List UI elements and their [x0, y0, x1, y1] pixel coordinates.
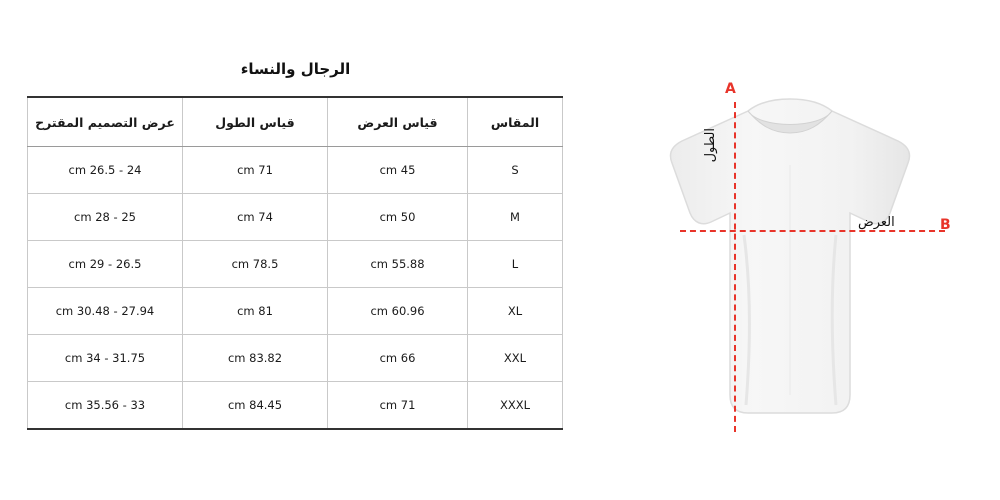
cell-size: XXXL — [468, 382, 563, 430]
cell-width: 66 cm — [328, 335, 468, 382]
table-header — [28, 97, 563, 147]
cell-width: 50 cm — [328, 194, 468, 241]
cell-width: 60.96 cm — [328, 288, 468, 335]
cell-length: 78.5 cm — [183, 241, 328, 288]
cell-size: XXL — [468, 335, 563, 382]
cell-size: M — [468, 194, 563, 241]
marker-b-label: B — [940, 217, 951, 233]
cell-design: 31.75 - 34 cm — [28, 335, 183, 382]
cell-size: L — [468, 241, 563, 288]
size-chart-panel — [28, 60, 563, 430]
table-body — [28, 147, 563, 430]
width-guide-line — [680, 230, 945, 232]
cell-size: XL — [468, 288, 563, 335]
column-header-design: عرض التصميم المقترح — [28, 97, 183, 147]
cell-design: 24 - 26.5 cm — [28, 147, 183, 194]
width-caption: العرض — [858, 215, 895, 230]
length-caption: الطول — [703, 128, 718, 163]
cell-length: 71 cm — [183, 147, 328, 194]
tshirt-icon — [640, 95, 940, 425]
table-header-row — [28, 97, 563, 147]
page-title: الرجال والنساء — [240, 60, 351, 78]
table-row — [28, 194, 563, 241]
length-guide-line — [734, 102, 736, 432]
size-table — [27, 96, 563, 430]
cell-width: 71 cm — [328, 382, 468, 430]
cell-length: 84.45 cm — [183, 382, 328, 430]
cell-length: 74 cm — [183, 194, 328, 241]
column-header-length: قياس الطول — [183, 97, 328, 147]
cell-size: S — [468, 147, 563, 194]
table-row — [28, 382, 563, 430]
measurement-diagram — [600, 40, 990, 470]
table-row — [28, 147, 563, 194]
cell-design: 25 - 28 cm — [28, 194, 183, 241]
cell-design: 33 - 35.56 cm — [28, 382, 183, 430]
column-header-width: قياس العرض — [328, 97, 468, 147]
table-row — [28, 241, 563, 288]
cell-design: 27.94 - 30.48 cm — [28, 288, 183, 335]
table-row — [28, 288, 563, 335]
column-header-size: المقاس — [468, 97, 563, 147]
marker-a-label: A — [725, 81, 736, 97]
cell-width: 55.88 cm — [328, 241, 468, 288]
cell-length: 83.82 cm — [183, 335, 328, 382]
cell-width: 45 cm — [328, 147, 468, 194]
cell-design: 26.5 - 29 cm — [28, 241, 183, 288]
cell-length: 81 cm — [183, 288, 328, 335]
table-row — [28, 335, 563, 382]
